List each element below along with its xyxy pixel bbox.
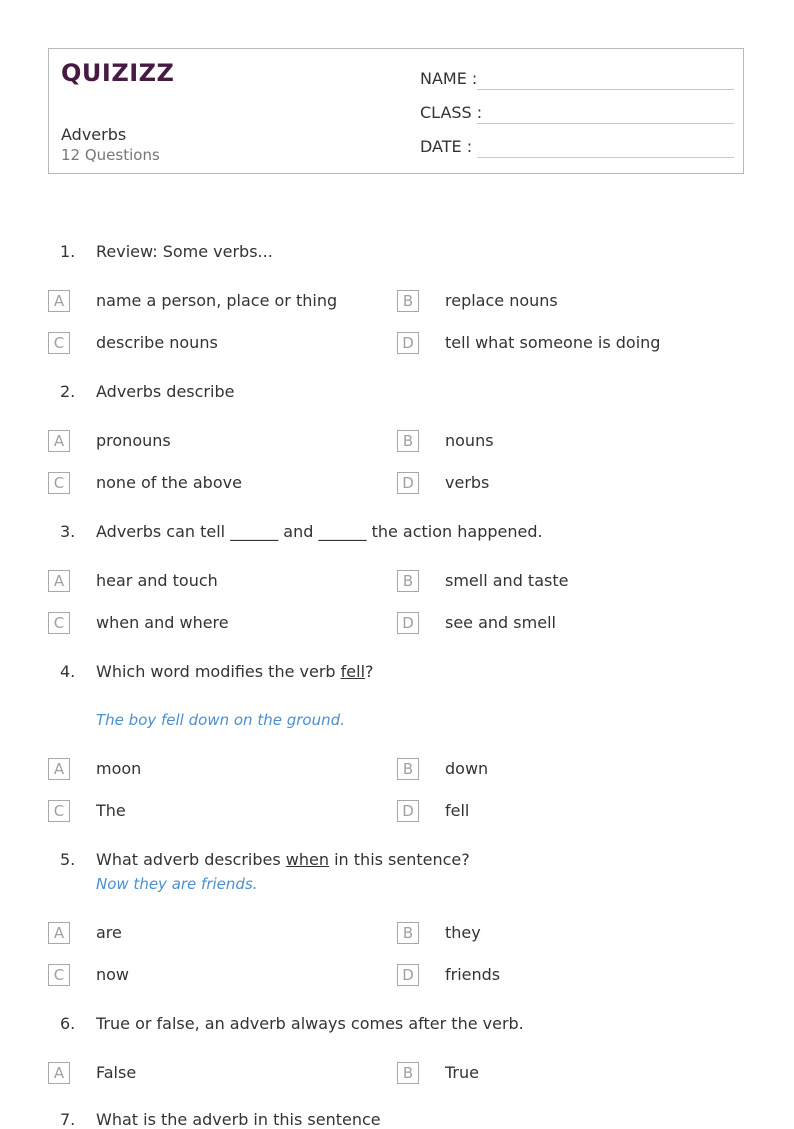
worksheet-title: Adverbs: [61, 125, 127, 144]
option-box[interactable]: B: [397, 290, 419, 312]
question-number: 5.: [60, 850, 76, 869]
option-text: see and smell: [445, 613, 556, 632]
question-number: 2.: [60, 382, 76, 401]
option-box[interactable]: A: [48, 1062, 70, 1084]
question-text: [96, 850, 470, 869]
option-text: they: [445, 923, 481, 942]
option-box[interactable]: A: [48, 758, 70, 780]
name-line: [477, 89, 734, 90]
quizizz-logo: QUIZIZZ: [61, 59, 175, 87]
question-text-part: ?: [365, 662, 374, 681]
option-box[interactable]: C: [48, 964, 70, 986]
option-box[interactable]: B: [397, 570, 419, 592]
option-box[interactable]: A: [48, 290, 70, 312]
option-box[interactable]: D: [397, 964, 419, 986]
option-box[interactable]: D: [397, 472, 419, 494]
option-box[interactable]: D: [397, 332, 419, 354]
option-box[interactable]: D: [397, 612, 419, 634]
option-box[interactable]: A: [48, 922, 70, 944]
class-line: [477, 123, 734, 124]
option-text: The: [96, 801, 126, 820]
example-sentence: Now they are friends.: [96, 875, 258, 893]
question-text-part: Which word modifies the verb: [96, 662, 341, 681]
question-number: 3.: [60, 522, 76, 541]
option-box[interactable]: C: [48, 332, 70, 354]
question-text: What is the adverb in this sentence: [96, 1110, 381, 1129]
option-text: smell and taste: [445, 571, 569, 590]
option-box[interactable]: C: [48, 472, 70, 494]
option-box[interactable]: D: [397, 800, 419, 822]
question-number: 4.: [60, 662, 76, 681]
option-text: down: [445, 759, 489, 778]
option-text: now: [96, 965, 130, 984]
question-text: Review: Some verbs...: [96, 242, 273, 261]
class-label: CLASS :: [420, 103, 483, 122]
option-text: nouns: [445, 431, 494, 450]
question-number: 1.: [60, 242, 76, 261]
option-text: none of the above: [96, 473, 242, 492]
option-text: friends: [445, 965, 501, 984]
underlined-word: when: [285, 850, 330, 869]
option-text: tell what someone is doing: [445, 333, 661, 352]
question-number: 6.: [60, 1014, 76, 1033]
option-text: replace nouns: [445, 291, 558, 310]
option-text: True: [445, 1063, 479, 1082]
option-text: False: [96, 1063, 137, 1082]
question-number: 7.: [60, 1110, 76, 1129]
date-field[interactable]: [420, 137, 734, 161]
option-text: describe nouns: [96, 333, 218, 352]
option-box[interactable]: B: [397, 922, 419, 944]
worksheet-header: [48, 48, 744, 174]
option-box[interactable]: C: [48, 612, 70, 634]
underlined-word: fell: [340, 662, 366, 681]
question-text: Adverbs describe: [96, 382, 235, 401]
option-text: fell: [445, 801, 470, 820]
option-box[interactable]: C: [48, 800, 70, 822]
option-text: when and where: [96, 613, 229, 632]
question-count: 12 Questions: [61, 146, 160, 164]
option-text: name a person, place or thing: [96, 291, 338, 310]
option-box[interactable]: B: [397, 758, 419, 780]
option-text: moon: [96, 759, 142, 778]
option-text: are: [96, 923, 122, 942]
question-text-part: in this sentence?: [329, 850, 470, 869]
option-box[interactable]: A: [48, 570, 70, 592]
option-box[interactable]: B: [397, 430, 419, 452]
question-text: [96, 662, 374, 681]
option-text: hear and touch: [96, 571, 218, 590]
question-text: Adverbs can tell ______ and ______ the action happened.: [96, 522, 543, 541]
question-text: True or false, an adverb always comes after the verb.: [96, 1014, 524, 1033]
option-text: pronouns: [96, 431, 171, 450]
name-label: NAME :: [420, 69, 478, 88]
date-line: [477, 157, 734, 158]
example-sentence: The boy fell down on the ground.: [96, 711, 345, 729]
date-label: DATE :: [420, 137, 473, 156]
name-field[interactable]: [420, 69, 734, 93]
class-field[interactable]: [420, 103, 734, 127]
option-box[interactable]: B: [397, 1062, 419, 1084]
question-text-part: What adverb describes: [96, 850, 286, 869]
option-box[interactable]: A: [48, 430, 70, 452]
option-text: verbs: [445, 473, 490, 492]
